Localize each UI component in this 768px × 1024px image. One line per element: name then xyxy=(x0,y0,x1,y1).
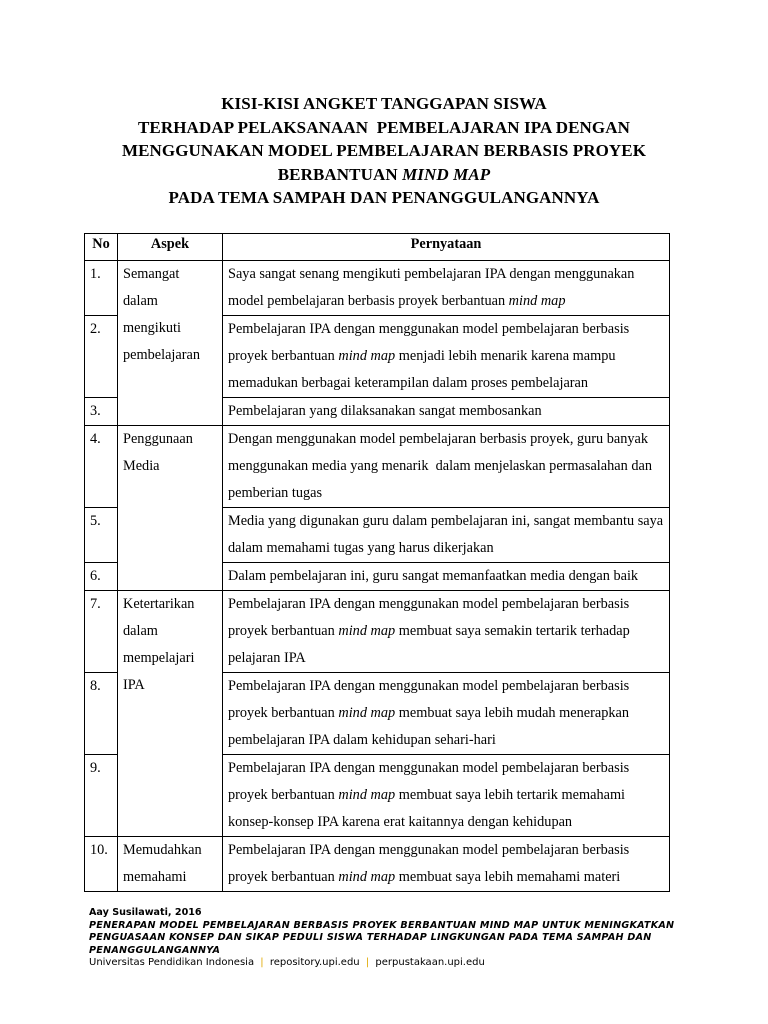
statement-text: Media yang digunakan guru dalam pembelajaran ini, sangat membantu saya dalam memahami tugas yang harus dikerjakan xyxy=(228,513,664,556)
row-number: 4. xyxy=(85,426,118,508)
table-row xyxy=(85,837,670,892)
statement-cell xyxy=(223,426,670,508)
statement-text: Dengan menggunakan model pembelajaran berbasis proyek, guru banyak menggunakan media yang menarik dalam menjelaskan permasalahan dan pemberian tugas xyxy=(228,431,656,501)
footer-thesis-title: PENERAPAN MODEL PEMBELAJARAN BERBASIS PROYEK BERBANTUAN MIND MAP UNTUK MENINGKATKAN PENGUASAAN KONSEP DAN SIKAP PEDULI SISWA TERHADAP LINGKUNGAN PADA TEMA SAMPAH DAN PENANGGULANGANNYA xyxy=(89,919,675,956)
statement-cell xyxy=(223,261,670,316)
statement-cell xyxy=(223,673,670,755)
table-row xyxy=(85,261,670,316)
table-row xyxy=(85,426,670,508)
statement-cell xyxy=(223,591,670,673)
table-header-row xyxy=(85,234,670,261)
aspect-cell: Ketertarikan dalam mempelajari IPA xyxy=(118,591,223,837)
statement-text: Dalam pembelajaran ini, guru sangat memanfaatkan media dengan baik xyxy=(228,568,639,584)
title-line-4-prefix: BERBANTUAN xyxy=(277,164,403,184)
statement-cell xyxy=(223,316,670,398)
row-number: 10. xyxy=(85,837,118,892)
footer-author: Aay Susilawati, 2016 xyxy=(89,907,202,918)
title-line-2: TERHADAP PELAKSANAAN PEMBELAJARAN IPA DENGAN xyxy=(137,117,631,137)
statement-cell xyxy=(223,563,670,591)
statement-text-end: membuat saya lebih tertarik memahami konsep-konsep IPA karena erat kaitannya dengan kehidupan xyxy=(228,787,626,830)
header-aspek: Aspek xyxy=(118,234,223,261)
questionnaire-grid-table xyxy=(84,233,670,892)
statement-text: Pembelajaran IPA dengan menggunakan model pembelajaran berbasis proyek berbantuan xyxy=(228,678,630,721)
header-pernyataan: Pernyataan xyxy=(223,234,670,261)
title-line-3: MENGGUNAKAN MODEL PEMBELAJARAN BERBASIS PROYEK xyxy=(121,141,647,160)
title-line-4 xyxy=(0,163,768,187)
table-row xyxy=(85,591,670,673)
row-number: 5. xyxy=(85,508,118,563)
row-number: 6. xyxy=(85,563,118,591)
statement-text: Pembelajaran IPA dengan menggunakan model pembelajaran berbasis proyek berbantuan xyxy=(228,760,630,803)
footer-separator: | xyxy=(365,957,370,968)
footer-separator: | xyxy=(260,957,264,968)
statement-italic: mind map xyxy=(338,787,396,803)
row-number: 9. xyxy=(85,755,118,837)
footer-university: Universitas Pendidikan Indonesia xyxy=(89,957,255,968)
row-number: 2. xyxy=(85,316,118,398)
aspect-cell: Penggunaan Media xyxy=(118,426,223,591)
statement-text: Pembelajaran yang dilaksanakan sangat membosankan xyxy=(228,403,542,419)
document-title xyxy=(0,92,768,210)
header-no: No xyxy=(85,234,118,261)
statement-cell xyxy=(223,837,670,892)
statement-italic: mind map xyxy=(338,348,396,364)
statement-text-end: membuat saya lebih mudah menerapkan pembelajaran IPA dalam kehidupan sehari-hari xyxy=(228,705,630,748)
statement-italic: mind map xyxy=(338,869,396,885)
footer-links xyxy=(89,957,689,970)
statement-text: Pembelajaran IPA dengan menggunakan model pembelajaran berbasis proyek berbantuan xyxy=(228,842,630,885)
page-footer xyxy=(89,907,689,970)
footer-repository-link[interactable]: repository.upi.edu xyxy=(269,957,360,968)
aspect-cell: Semangat dalam mengikuti pembelajaran xyxy=(118,261,223,426)
row-number: 3. xyxy=(85,398,118,426)
statement-text-end: menjadi lebih menarik karena mampu memadukan berbagai keterampilan dalam proses pembelajaran xyxy=(228,348,616,391)
statement-cell xyxy=(223,755,670,837)
footer-library-link[interactable]: perpustakaan.upi.edu xyxy=(375,957,485,968)
title-line-1: KISI-KISI ANGKET TANGGAPAN SISWA xyxy=(221,94,547,113)
statement-cell xyxy=(223,398,670,426)
row-number: 7. xyxy=(85,591,118,673)
statement-text-end: membuat saya semakin tertarik terhadap pelajaran IPA xyxy=(228,623,630,666)
statement-cell xyxy=(223,508,670,563)
statement-italic: mind map xyxy=(338,623,396,639)
statement-text: Saya sangat senang mengikuti pembelajaran IPA dengan menggunakan model pembelajaran berbasis proyek berbantuan xyxy=(228,266,635,309)
row-number: 8. xyxy=(85,673,118,755)
statement-text: Pembelajaran IPA dengan menggunakan model pembelajaran berbasis proyek berbantuan xyxy=(228,321,630,364)
statement-italic: mind map xyxy=(338,705,396,721)
aspect-cell: Memudahkan memahami xyxy=(118,837,223,892)
title-line-5: PADA TEMA SAMPAH DAN PENANGGULANGANNYA xyxy=(168,188,600,207)
row-number: 1. xyxy=(85,261,118,316)
statement-text-end: membuat saya lebih memahami materi xyxy=(395,869,621,885)
statement-text: Pembelajaran IPA dengan menggunakan model pembelajaran berbasis proyek berbantuan xyxy=(228,596,630,639)
title-line-4-italic: MIND MAP xyxy=(402,164,491,184)
statement-italic: mind map xyxy=(508,293,566,309)
